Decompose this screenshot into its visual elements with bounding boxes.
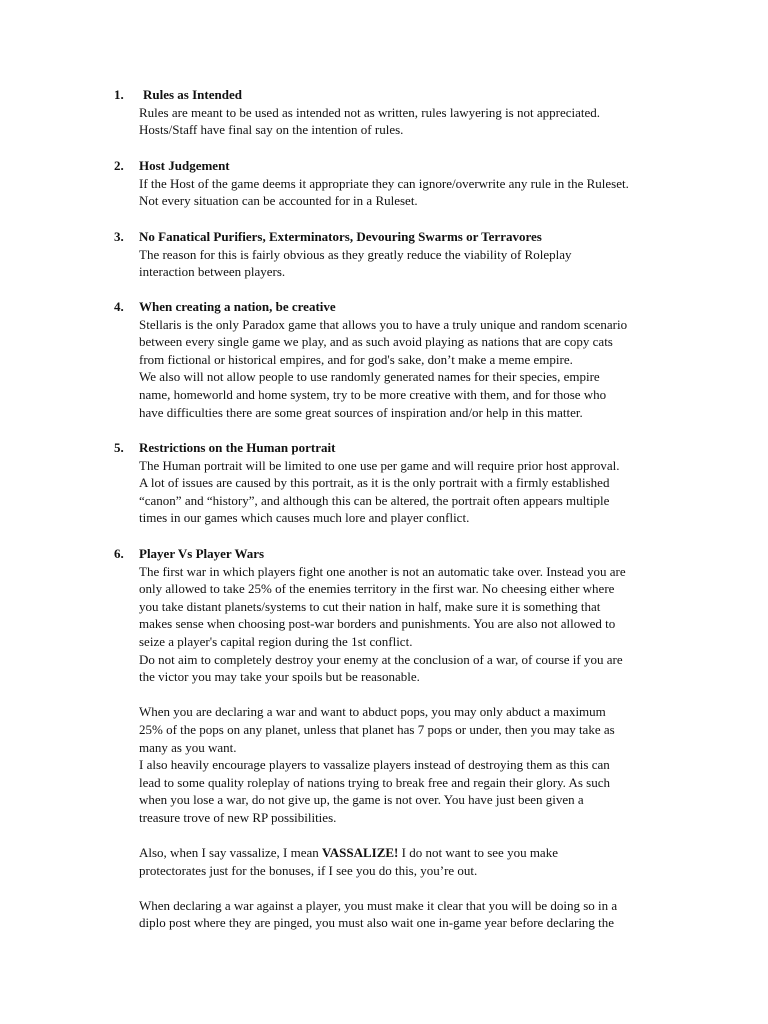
rule-text-line: times in our games which causes much lore and player conflict. xyxy=(139,510,470,526)
rule-body xyxy=(139,316,679,422)
rule-text-line: 25% of the pops on any planet, unless that planet has 7 pops or under, then you may take as xyxy=(139,721,615,737)
rule-text-line: The reason for this is fairly obvious as they greatly reduce the viability of Roleplay xyxy=(139,246,572,262)
rule-text-line: Rules are meant to be used as intended not as written, rules lawyering is not appreciated. xyxy=(139,104,600,120)
rule-text-line: Not every situation can be accounted for in a Ruleset. xyxy=(139,193,418,209)
rule-text-line: the victor you may take your spoils but be reasonable. xyxy=(139,669,420,685)
rule-text-line: from fictional or historical empires, and for god's sake, don’t make a meme empire. xyxy=(139,351,573,367)
vassalize-line xyxy=(139,844,679,862)
paragraph-gap xyxy=(139,879,679,897)
rule-text-line: only allowed to take 25% of the enemies territory in the first war. No cheesing either where xyxy=(139,581,615,597)
rule-number: 5. xyxy=(114,440,124,455)
rule-text-line: The Human portrait will be limited to one use per game and will require prior host approval. xyxy=(139,457,620,473)
rule-text-line: interaction between players. xyxy=(139,264,286,280)
rule-text-line: We also will not allow people to use randomly generated names for their species, empire xyxy=(139,369,600,385)
rule-text-line: you take distant planets/systems to cut their nation in half, make sure it is something that xyxy=(139,598,601,614)
rule-number: 4. xyxy=(114,299,124,314)
rule-text-line: Do not aim to completely destroy your enemy at the conclusion of a war, of course if you are xyxy=(139,651,623,667)
vassalize-text-after: I do not want to see you make xyxy=(398,845,558,861)
rule-text-line: diplo post where they are pinged, you must also wait one in-game year before declaring the xyxy=(139,915,615,931)
rule-text-line: When declaring a war against a player, you must make it clear that you will be doing so in a xyxy=(139,897,618,913)
rule-text-line: have difficulties there are some great sources of inspiration and/or help in this matter. xyxy=(139,404,583,420)
rule-title: Host Judgement xyxy=(139,158,230,173)
rule-text-line: lead to some quality roleplay of nations trying to break free and regain their glory. As such xyxy=(139,774,610,790)
rule-text-line: name, homeworld and home system, try to be more creative with them, and for those who xyxy=(139,386,607,402)
rule-text-line: many as you want. xyxy=(139,739,237,755)
rule-number: 6. xyxy=(114,546,124,561)
rule-text-line: between every single game we play, and as such avoid playing as nations that are copy cats xyxy=(139,334,613,350)
rule-number: 2. xyxy=(114,158,124,173)
rule-text-line: When you are declaring a war and want to abduct pops, you may only abduct a maximum xyxy=(139,704,606,720)
rule-title: No Fanatical Purifiers, Exterminators, Devouring Swarms or Terravores xyxy=(139,229,542,244)
rule-number: 3. xyxy=(114,229,124,244)
rule-body xyxy=(139,246,679,281)
rule-title: Rules as Intended xyxy=(143,87,242,102)
rule-text-line: A lot of issues are caused by this portrait, as it is the only portrait with a firmly established xyxy=(139,475,610,491)
paragraph-gap xyxy=(139,686,679,704)
rule-body xyxy=(139,104,679,139)
rule-text-line: treasure trove of new RP possibilities. xyxy=(139,809,337,825)
rule-text-line: seize a player's capital region during the 1st conflict. xyxy=(139,633,413,649)
rule-title: Restrictions on the Human portrait xyxy=(139,440,336,455)
rule-body xyxy=(139,563,679,932)
rule-text-line: The first war in which players fight one another is not an automatic take over. Instead you are xyxy=(139,563,626,579)
rule-title: Player Vs Player Wars xyxy=(139,546,265,561)
rule-text-line: protectorates just for the bonuses, if I see you do this, you’re out. xyxy=(139,862,478,878)
rule-text-line: Hosts/Staff have final say on the intention of rules. xyxy=(139,122,404,138)
rule-text-line: If the Host of the game deems it appropriate they can ignore/overwrite any rule in the Ruleset. xyxy=(139,175,629,191)
paragraph-gap xyxy=(139,827,679,845)
vassalize-text-before: Also, when I say vassalize, I mean xyxy=(139,845,323,861)
rule-text-line: “canon” and “history”, and although this can be altered, the portrait often appears multiple xyxy=(139,492,610,508)
rule-number: 1. xyxy=(114,87,124,102)
rule-title: When creating a nation, be creative xyxy=(139,299,336,314)
rule-text-line: I also heavily encourage players to vassalize players instead of destroying them as this can xyxy=(139,757,610,773)
rule-body xyxy=(139,175,679,210)
rule-text-line: Stellaris is the only Paradox game that allows you to have a truly unique and random scenario xyxy=(139,316,628,332)
rule-body xyxy=(139,457,679,527)
rule-text-line: when you lose a war, do not give up, the game is not over. You have just been given a xyxy=(139,792,584,808)
vassalize-emphasis: VASSALIZE! xyxy=(322,845,399,861)
rule-text-line: makes sense when choosing post-war borders and punishments. You are also not allowed to xyxy=(139,616,616,632)
